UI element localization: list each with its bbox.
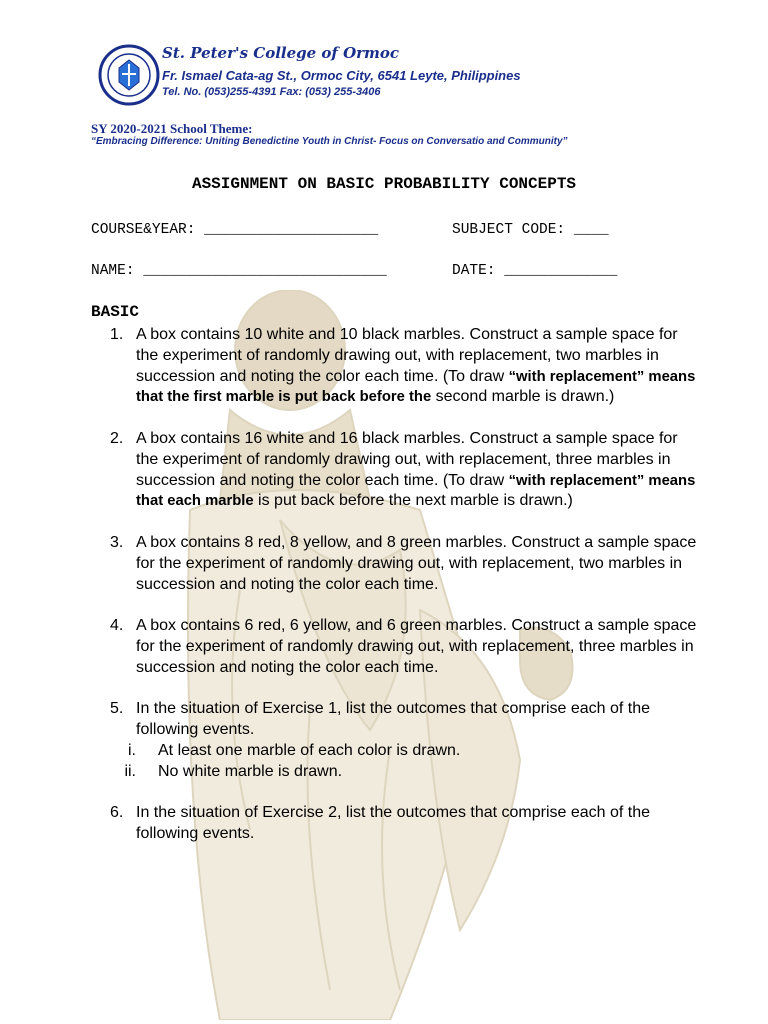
item-text: In the situation of Exercise 2, list the outcomes that comprise each of the following events.	[136, 804, 651, 843]
sub-item-number: ii.	[124, 762, 136, 780]
item-text: is put back before the next marble is drawn.)	[253, 492, 573, 510]
item-bold-text: “with replacement” means that each marble	[136, 472, 696, 510]
list-item	[110, 803, 700, 845]
school-contact: Tel. No. (053)255-4391 Fax: (053) 255-3406	[162, 86, 381, 98]
sub-item	[110, 762, 700, 783]
list-item	[110, 699, 700, 782]
list-item	[110, 533, 700, 595]
item-text: In the situation of Exercise 1, list the outcomes that comprise each of the following events.	[136, 700, 651, 739]
item-number: 5.	[110, 700, 124, 718]
item-number: 2.	[110, 429, 124, 447]
item-number: 1.	[110, 326, 124, 343]
sub-item-text: At least one marble of each color is drawn.	[158, 741, 461, 759]
item-bold-text: “with replacement” means that the first marble is put back before the	[136, 368, 696, 406]
item-text: A box contains 8 red, 8 yellow, and 8 green marbles. Construct a sample space for the experiment of randomly drawing out, with replacement, two marbles in succession and noting the color each time.	[136, 533, 697, 593]
list-item	[110, 325, 700, 408]
item-text: A box contains 16 white and 16 black marbles. Construct a sample space for the experiment of randomly drawing out, with replacement, three marbles in succession and noting the color each time. (To draw	[136, 429, 678, 489]
theme-text: “Embracing Difference: Uniting Benedictine Youth in Christ- Focus on Conversatio and Community”	[91, 136, 568, 147]
school-name: St. Peter's College of Ormoc	[162, 44, 400, 62]
item-text: A box contains 10 white and 10 black marbles. Construct a sample space for the experiment of randomly drawing out, with replacement, two marbles in succession and noting the color each time. (To draw	[136, 326, 678, 385]
sub-item	[110, 741, 700, 762]
date-field: DATE: _____________	[452, 263, 618, 279]
sub-item-text: No white marble is drawn.	[158, 762, 343, 780]
item-number: 6.	[110, 804, 124, 822]
school-address: Fr. Ismael Cata-ag St., Ormoc City, 6541 Leyte, Philippines	[162, 68, 521, 83]
page-title: ASSIGNMENT ON BASIC PROBABILITY CONCEPTS	[191, 175, 577, 193]
course-year-field: COURSE&YEAR: ____________________	[91, 222, 379, 238]
list-item	[110, 429, 700, 512]
sub-item-number: i.	[128, 741, 136, 759]
theme-label: SY 2020-2021 School Theme:	[91, 121, 253, 136]
item-text: A box contains 6 red, 6 yellow, and 6 green marbles. Construct a sample space for the experiment of randomly drawing out, with replacement, three marbles in succession and noting the color each time.	[136, 617, 697, 676]
name-field: NAME: ____________________________	[91, 263, 387, 279]
subject-code-field: SUBJECT CODE: ____	[452, 222, 609, 238]
section-heading: BASIC	[91, 303, 140, 321]
item-text: second marble is drawn.)	[431, 388, 615, 406]
exercise-list	[110, 325, 700, 866]
list-item	[110, 616, 700, 678]
item-number: 4.	[110, 617, 124, 635]
school-seal-icon	[98, 44, 160, 106]
item-number: 3.	[110, 533, 124, 551]
